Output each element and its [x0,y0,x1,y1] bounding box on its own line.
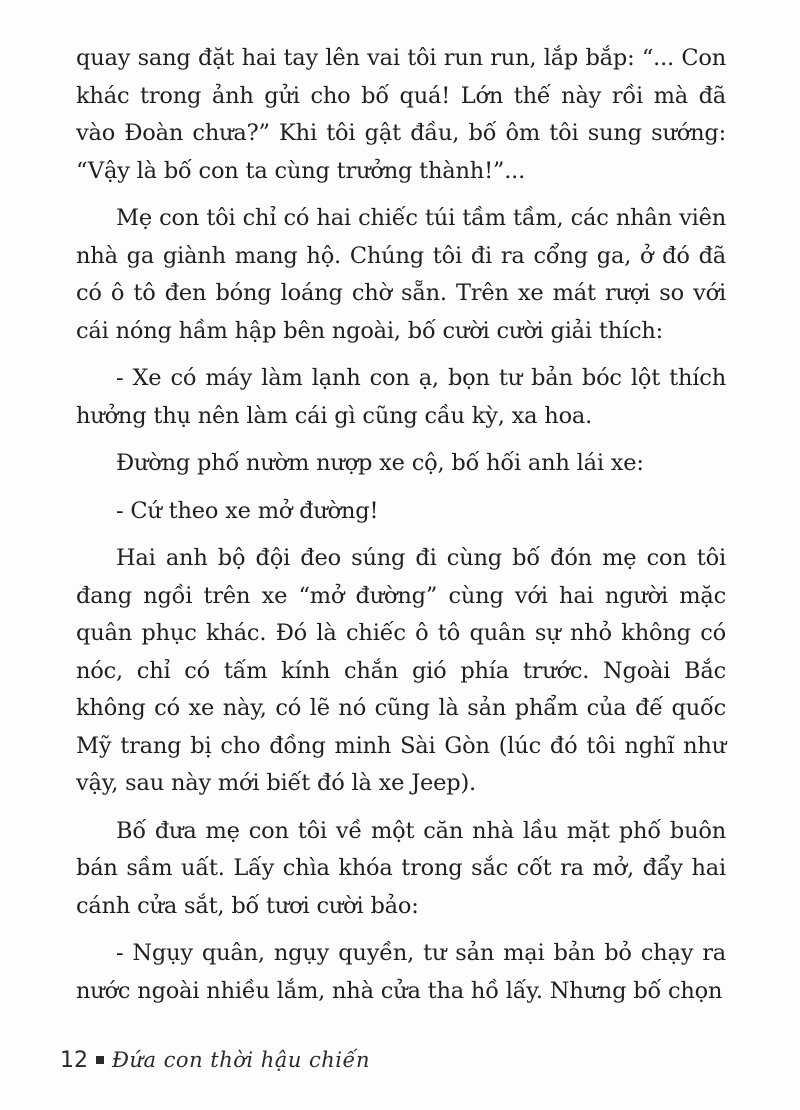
paragraph-continuation: quay sang đặt hai tay lên vai tôi run run, lắp bắp: “... Con khác trong ảnh gửi cho bố quá! Lớn thế này rồi mà đã vào Đoàn chưa?” Khi tôi gật đầu, bố ôm tôi sung sướng: “Vậy là bố con ta cùng trưởng thành!”... [76,45,726,184]
square-bullet-icon [96,1056,104,1064]
running-book-title: Đứa con thời hậu chiến [112,1048,370,1072]
body-text [76,40,726,1020]
paragraph: Mẹ con tôi chỉ có hai chiếc túi tầm tầm, các nhân viên nhà ga giành mang hộ. Chúng tôi đi ra cổng ga, ở đó đã có ô tô đen bóng loáng chờ sẵn. Trên xe mát rượi so với cái nóng hầm hập bên ngoài, bố cười cười giải thích: [76,205,726,344]
page-footer [60,1040,370,1080]
paragraph: Hai anh bộ đội đeo súng đi cùng bố đón mẹ con tôi đang ngồi trên xe “mở đường” cùng với hai người mặc quân phục khác. Đó là chiếc ô tô quân sự nhỏ không có nóc, chỉ có tấm kính chắn gió phía trước. Ngoài Bắc không có xe này, có lẽ nó cũng là sản phẩm của đế quốc Mỹ trang bị cho đồng minh Sài Gòn (lúc đó tôi nghĩ như vậy, sau này mới biết đó là xe Jeep). [76,545,726,796]
paragraph: Đường phố nườm nượp xe cộ, bố hối anh lái xe: [116,450,644,476]
page-number: 12 [60,1047,88,1073]
dialogue-line: - Xe có máy làm lạnh con ạ, bọn tư bản bóc lột thích hưởng thụ nên làm cái gì cũng cầu kỳ, xa hoa. [76,365,726,429]
dialogue-line: - Ngụy quân, ngụy quyền, tư sản mại bản bỏ chạy ra nước ngoài nhiều lắm, nhà cửa tha hồ lấy. Nhưng bố chọn [76,940,726,1004]
paragraph: Bố đưa mẹ con tôi về một căn nhà lầu mặt phố buôn bán sầm uất. Lấy chìa khóa trong sắc cốt ra mở, đẩy hai cánh cửa sắt, bố tươi cười bảo: [76,817,726,919]
dialogue-line: - Cứ theo xe mở đường! [116,497,379,524]
